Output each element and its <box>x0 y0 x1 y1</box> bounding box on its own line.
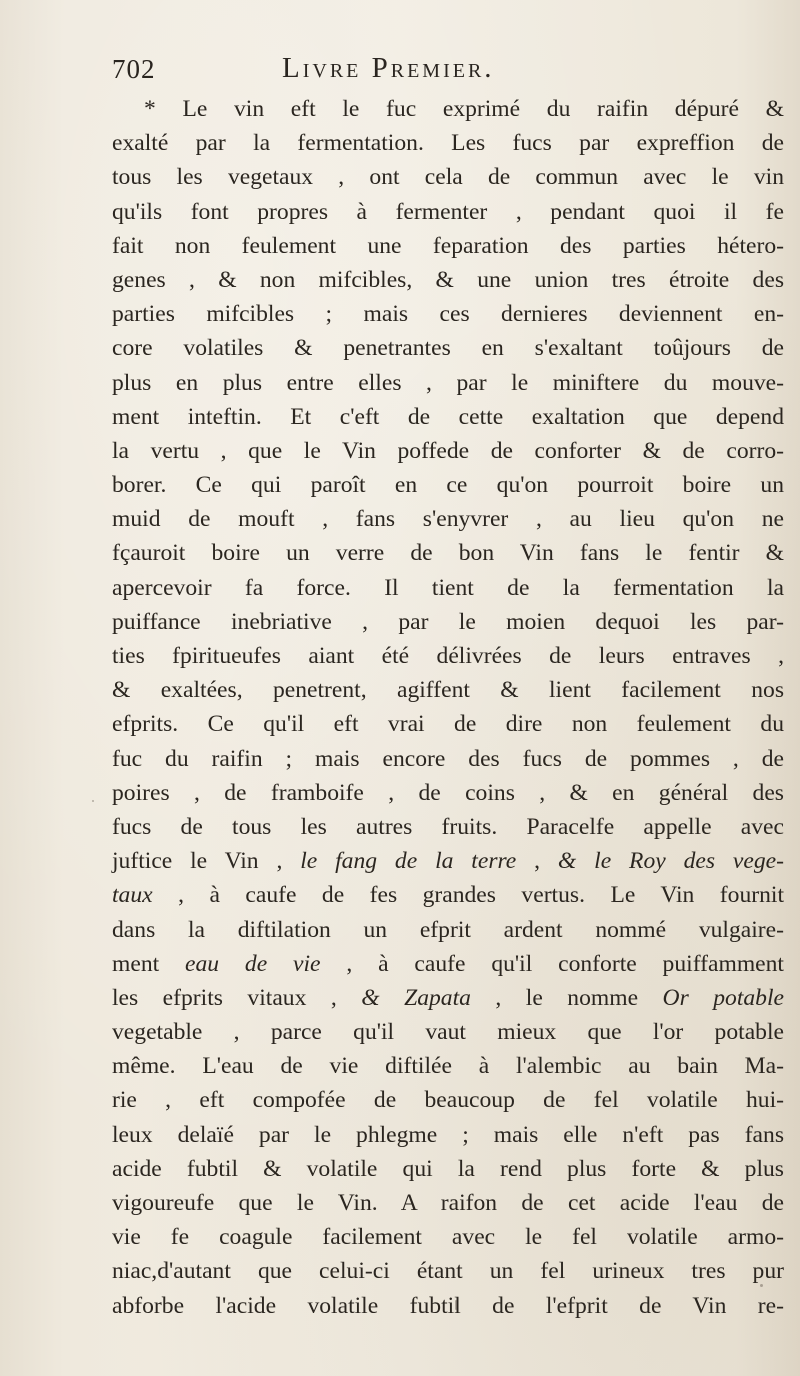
text-segment: puiffance inebriative , par le moien dequoi les par- <box>112 608 784 635</box>
text-segment: apercevoir fa force. Il tient de la fermentation la <box>112 574 784 601</box>
italic-segment: & Zapata <box>361 984 471 1011</box>
text-line <box>112 160 784 194</box>
text-line <box>112 742 784 776</box>
text-segment: la vertu , que le Vin poffede de conforter & de corro- <box>112 437 784 464</box>
text-segment: , à caufe de fes grandes vertus. Le Vin fournit <box>152 882 784 909</box>
text-line <box>112 913 784 947</box>
text-line <box>112 605 784 639</box>
text-segment: , le nomme <box>470 984 663 1011</box>
text-line <box>112 947 784 981</box>
text-line <box>112 434 784 468</box>
text-line <box>112 126 784 160</box>
text-line <box>112 1152 784 1186</box>
body-text <box>112 92 784 1323</box>
text-line <box>112 639 784 673</box>
text-segment: parties mifcibles ; mais ces dernieres deviennent en- <box>112 301 784 328</box>
paper-speck <box>455 1300 457 1310</box>
text-segment: ment inteftin. Et c'eft de cette exaltation que depend <box>112 403 784 430</box>
text-line <box>112 263 784 297</box>
text-segment: fuc du raifin ; mais encore des fucs de pommes , de <box>112 745 784 772</box>
text-segment: borer. Ce qui paroît en ce qu'on pourroit boire un <box>112 472 784 499</box>
italic-segment: Or potable <box>662 984 785 1011</box>
text-line <box>112 571 784 605</box>
text-line <box>112 502 784 536</box>
text-line <box>112 195 784 229</box>
text-line <box>112 366 784 400</box>
text-line <box>112 297 784 331</box>
text-line <box>112 981 784 1015</box>
text-segment: ties fpiritueufes aiant été délivrées de leurs entraves , <box>112 643 784 669</box>
text-segment: juftice le Vin , <box>112 848 301 875</box>
text-segment: plus en plus entre elles , par le miniftere du mouve- <box>112 369 784 396</box>
text-segment: leux delaïé par le phlegme ; mais elle n'eft pas fans <box>112 1121 784 1148</box>
text-line <box>112 878 784 912</box>
text-segment: fait non feulement une feparation des parties hétero- <box>112 232 784 259</box>
text-line <box>112 1049 784 1083</box>
text-line <box>112 400 784 434</box>
text-segment: vegetable , parce qu'il vaut mieux que l'or potable <box>112 1019 784 1046</box>
italic-segment: & le Roy des vege- <box>557 848 784 875</box>
text-segment: efprits. Ce qu'il eft vrai de dire non feulement du <box>112 711 784 738</box>
text-segment: niac,d'autant que celui-ci étant un fel urineux tres pur <box>112 1258 784 1285</box>
text-segment: poires , de framboife , de coins , & en général des <box>112 779 784 806</box>
text-segment: abforbe l'acide volatile fubtil de l'efprit de Vin re- <box>112 1292 784 1319</box>
text-line <box>112 536 784 570</box>
page-number: 702 <box>112 54 156 84</box>
text-segment: dans la diftilation un efprit ardent nommé vulgaire- <box>112 916 784 943</box>
text-segment: ment <box>112 950 186 977</box>
italic-segment: taux <box>112 882 153 909</box>
text-segment: muid de mouft , fans s'enyvrer , au lieu qu'on ne <box>112 506 784 533</box>
text-line <box>112 1220 784 1254</box>
text-segment: & exaltées, penetrent, agiffent & lient facilement nos <box>112 677 784 704</box>
text-line <box>112 229 784 263</box>
text-line <box>112 1186 784 1220</box>
text-line <box>112 776 784 810</box>
paper-speck <box>760 1284 763 1287</box>
text-segment: vie fe coagule facilement avec le fel volatile armo- <box>112 1224 784 1251</box>
text-segment: rie , eft compofée de beaucoup de fel volatile hui- <box>112 1087 784 1114</box>
text-line <box>112 1083 784 1117</box>
text-line <box>112 1015 784 1049</box>
text-line <box>112 92 784 126</box>
text-segment: acide fubtil & volatile qui la rend plus forte & plus <box>112 1155 784 1182</box>
text-segment: , <box>516 848 558 875</box>
text-segment: * Le vin eft le fuc exprimé du raifin dépuré & <box>144 96 784 122</box>
text-segment: vigoureufe que le Vin. A raifon de cet acide l'eau de <box>112 1190 784 1216</box>
text-line <box>112 844 784 878</box>
paper-speck <box>92 800 94 802</box>
text-segment: fucs de tous les autres fruits. Paracelfe appelle avec <box>112 813 784 840</box>
text-segment: qu'ils font propres à fermenter , pendant quoi il fe <box>112 198 784 225</box>
text-line <box>112 810 784 844</box>
text-line <box>112 1254 784 1288</box>
text-segment: tous les vegetaux , ont cela de commun avec le vin <box>112 164 784 191</box>
text-segment: genes , & non mifcibles, & une union tres étroite des <box>112 266 784 293</box>
text-line <box>112 673 784 707</box>
text-line <box>112 331 784 365</box>
running-title: Livre Premier. <box>282 52 495 84</box>
text-line <box>112 1118 784 1152</box>
text-segment: les efprits vitaux , <box>112 984 362 1011</box>
italic-segment: eau de vie <box>185 950 321 977</box>
text-segment: core volatiles & penetrantes en s'exaltant toûjours de <box>112 335 784 362</box>
text-segment: , à caufe qu'il conforte puiffamment <box>320 950 784 977</box>
text-line <box>112 468 784 502</box>
text-line <box>112 707 784 741</box>
text-segment: même. L'eau de vie diftilée à l'alembic au bain Ma- <box>112 1053 784 1080</box>
text-segment: fçauroit boire un verre de bon Vin fans le fentir & <box>112 540 784 567</box>
text-line <box>112 1289 784 1323</box>
text-segment: exalté par la fermentation. Les fucs par expreffion de <box>112 130 784 157</box>
italic-segment: le fang de la terre <box>300 848 517 875</box>
running-head <box>112 52 672 92</box>
